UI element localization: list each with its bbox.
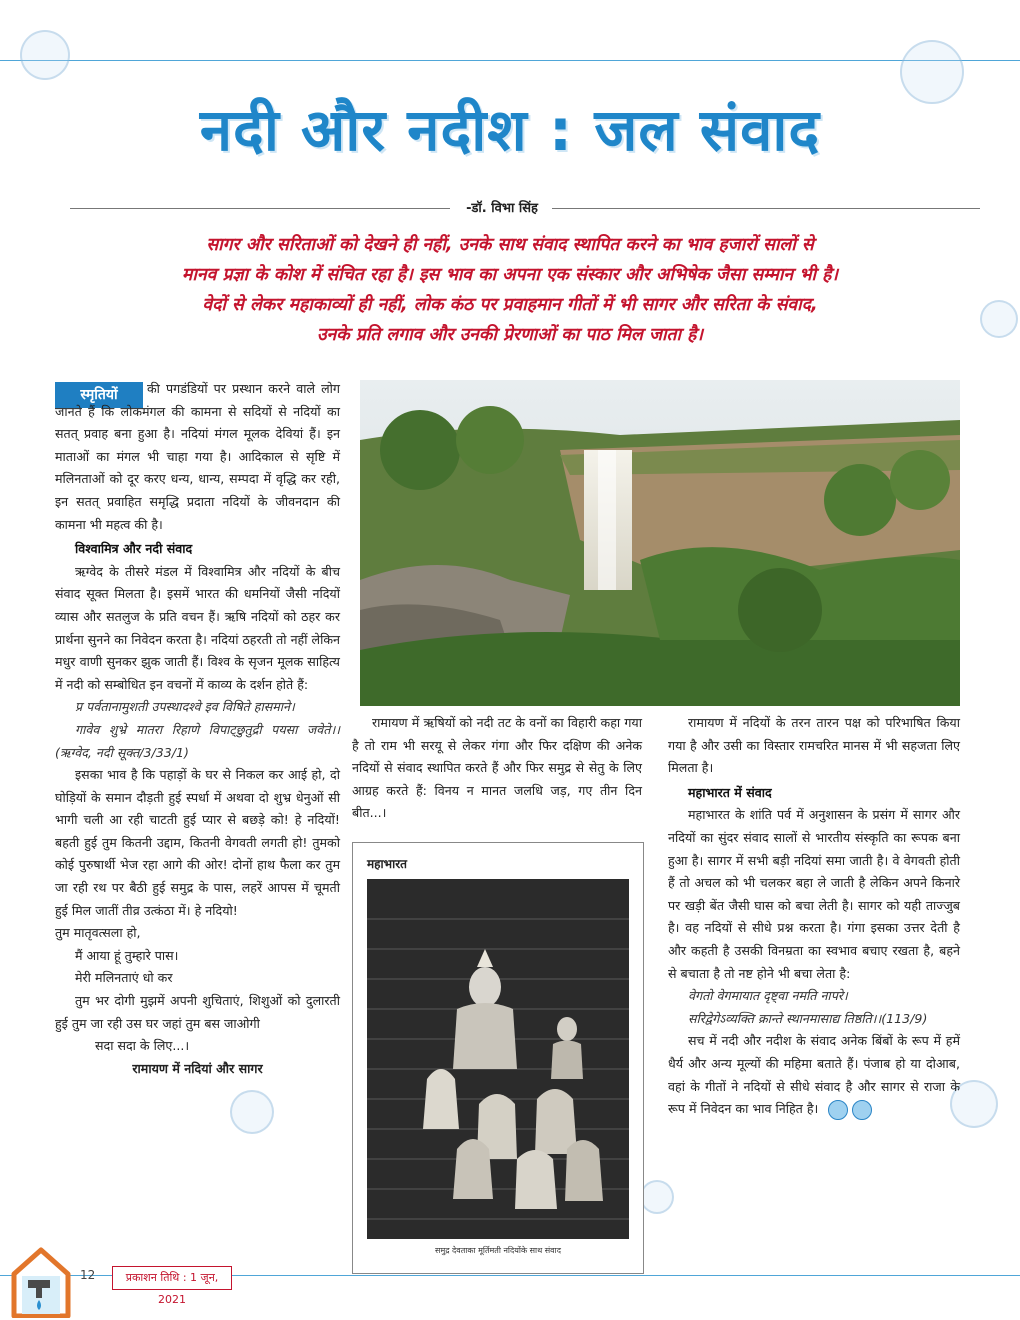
byline-rule-left [70, 208, 450, 209]
intro-paragraph [60, 230, 960, 350]
ocean-deity-engraving [367, 879, 629, 1239]
verse-line: मेरी मलिनताएं धो कर [75, 970, 173, 986]
paragraph: सच में नदी और नदीश के संवाद अनेक बिंबों के रूप में हमें धैर्य और अन्य मूल्यों की महिमा बताते हैं। पंजाब हो या दोआब, वहां के गीतों ने नदियों से सीधे संवाद है और सागर से राजा के रूप में निवेदन का भाव निहित है। [668, 1030, 960, 1120]
section-heading: रामायण में नदियां और सागर [132, 1060, 263, 1076]
paragraph: महाभारत के शांति पर्व में अनुशासन के प्रसंग में सागर और नदियों का सुंदर संवाद सालों से भारतीय संस्कृति का रूपक बना हुआ है। सागर में सभी बड़ी नदियां समा जाती है। वे वेगवती होती हैं तो अचल को भी चलकर बहा ले जाती है लेकिन अपने किनारे पर खड़ी बेंत जैसी घास को बचा लेती है। सागर को यही ताज्जुब है। वह नदियों से सीधे प्रश्न करता है। गंगा इसका उत्तर देती है और कहती है उसकी विनम्रता का स्वभाव बचाए रखता है, बहने से बचाता है तो नष्ट होने भी बचा लेता है: [668, 807, 960, 981]
water-bubble-decoration [980, 300, 1018, 338]
water-drop-icon [828, 1100, 848, 1120]
author-byline: -डॉ. विभा सिंह [466, 201, 538, 216]
house-tap-logo-icon [8, 1244, 74, 1318]
mahabharat-illustration [352, 842, 644, 1274]
intro-line: मानव प्रज्ञा के कोश में संचित रहा है। इस भाव का अपना एक संस्कार और अभिषेक जैसा सम्मान भी है। [181, 265, 839, 285]
verse-quote: प्र पर्वतानामुशती उपस्थादश्वे इव विषिते हासमाने। [75, 699, 295, 715]
illustration-label: महाभारत [367, 857, 407, 871]
section-heading: महाभारत में संवाद [688, 784, 772, 800]
publication-date: प्रकाशन तिथि : 1 जून, 2021 [112, 1266, 232, 1290]
paragraph: ऋग्वेद के तीसरे मंडल में विश्वामित्र और नदियों के बीच संवाद सूक्त मिलता है। इसमें भारत की धमनियों जैसी नदियों व्यास और सतलुज के प्रति वचन हैं। ऋषि नदियों को ठहर कर प्रार्थना सुनने का निवेदन करता है। नदियां ठहरती तो नहीं लेकिन मधुर वाणी सुनकर झुक जाती हैं। विश्व के सृजन मूलक साहित्य में नदी को सम्बोधित इन वचनों में काव्य के दर्शन होते हैं: [55, 563, 340, 692]
paragraph: की पगडंडियों पर प्रस्थान करने वाले लोग जानते हैं कि लोकमंगल की कामना से सदियों से नदियों का सतत् प्रवाह बना हुआ है। नदियां मंगल मूलक देवियां हैं। इन माताओं का मंगल भी चाहा गया है। आदिकाल से सृष्टि में मलिनताओं को दूर करए धन्य, धान्य, सम्पदा में वृद्धि कर रही, इन सतत् प्रवाहित समृद्धि प्रदाता नदियों के जीवनदान की कामना भी महत्व की है। [55, 381, 340, 532]
water-drop-icon [852, 1100, 872, 1120]
intro-line: सागर और सरिताओं को देखने ही नहीं, उनके साथ संवाद स्थापित करने का भाव हजारों सालों से [206, 235, 814, 255]
column-1 [55, 378, 340, 1080]
paragraph: रामायण में नदियों के तरन तारन पक्ष को परिभाषित किया गया है और उसी का विस्तार रामचरित मानस में भी सहजता लिए मिलता है। [668, 715, 960, 776]
water-bubble-decoration [230, 1090, 274, 1134]
intro-line: वेदों से लेकर महाकाव्यों ही नहीं, लोक कंठ पर प्रवाहमान गीतों में भी सागर और सरिता के संवाद, [202, 295, 818, 315]
byline-rule-right [552, 208, 980, 209]
verse-line: तुम मातृवत्सला हो, [55, 925, 141, 941]
section-tag: स्मृतियों [55, 382, 143, 408]
intro-line: उनके प्रति लगाव और उनकी प्रेरणाओं का पाठ मिल जाता है। [316, 325, 704, 345]
verse-line: मैं आया हूं तुम्हारे पास। [75, 947, 179, 963]
top-rule [0, 60, 1020, 61]
water-bubble-decoration [640, 1180, 674, 1214]
column-3 [668, 712, 960, 1121]
waterfall-photo [360, 380, 960, 706]
section-heading: विश्वामित्र और नदी संवाद [75, 541, 193, 557]
article-title: नदी और नदीश : जल संवाद [199, 96, 821, 164]
verse-quote: सरिद्वेगेऽव्यक्ति क्रान्ते स्थानमासाद्य तिष्ठति।।(113/9) [688, 1010, 928, 1026]
page-number: 12 [80, 1268, 96, 1282]
paragraph: रामायण में ऋषियों को नदी तट के वनों का विहारी कहा गया है तो राम भी सरयू से लेकर गंगा और फिर दक्षिण की अनेक नदियों से संवाद स्थापित करते हैं और फिर समुद्र से सेतु के लिए आग्रह करते हैं: विनय न मानत जलधि जड़, गए तीन दिन बीत...। [352, 715, 642, 821]
verse-quote: वेगतो वेगमायात दृष्ट्वा नमति नापरे। [688, 988, 848, 1004]
column-2 [352, 712, 642, 825]
verse-line: तुम भर दोगी मुझमें अपनी शुचिताएं, शिशुओं को दुलारती हुई तुम जा रही उस घर जहां तुम बस जाओगी [55, 993, 340, 1031]
water-bubble-decoration [20, 30, 70, 80]
verse-line: सदा सदा के लिए...। [95, 1038, 190, 1054]
paragraph: इसका भाव है कि पहाड़ों के घर से निकल कर आई हो, दो घोड़ियों के समान दौड़ती हुई स्पर्धा में अथवा दो शुभ्र धेनुओं सी भागी चली आ रही चाटती हुई प्यार से बछड़े को! हे नदियों! बहती हुई तुम कितनी उद्दाम, कितनी वेगवती लगती हो! तुमको कोई पुरुषार्थी भेज रहा आगे की ओर! दोनों हाथ फैला कर तुम जा रही रथ पर बैठी हुई समुद्र के पास, लहरें आपस में चूमती हुई मिल जातीं तीव्र उत्कंठा में। हे नदियो! [55, 767, 340, 918]
illustration-caption: समुद्र देवताका मूर्तिमती नदियोंके साथ संवाद [435, 1246, 561, 1255]
verse-quote: गावेव शुभ्रे मातरा रिहाणे विपाट्छुतुद्री पयसा जवेते।।(ऋग्वेद, नदी सूक्त/3/33/1) [55, 721, 340, 760]
